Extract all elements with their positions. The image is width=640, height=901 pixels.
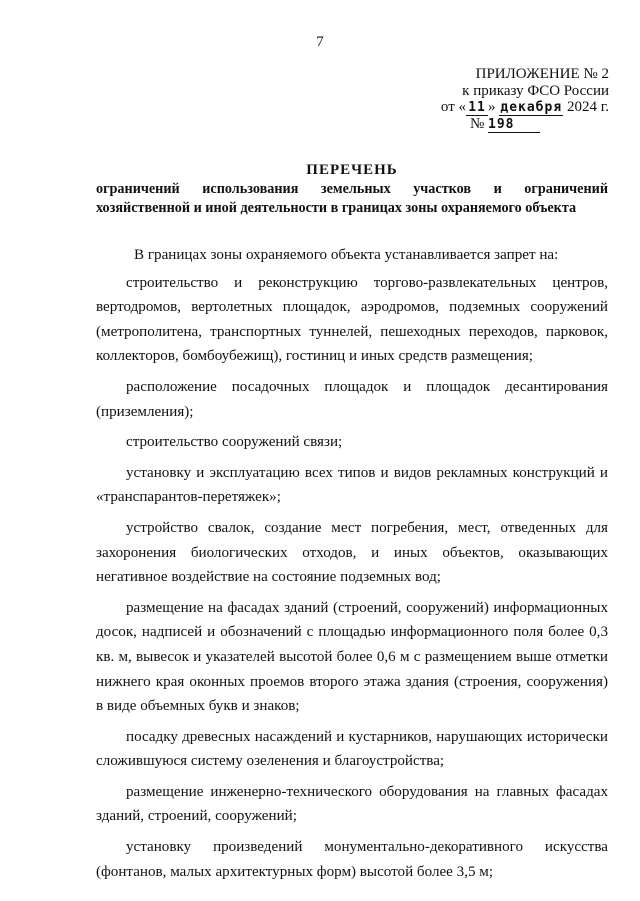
restriction-item-8: размещение инженерно-технического оборудования на главных фасадах зданий, строений, сооружений; [96, 783, 608, 825]
number-prefix: № [469, 116, 485, 132]
document-subtitle [96, 180, 608, 218]
page-number: 7 [316, 34, 324, 50]
intro-paragraph: В границах зоны охраняемого объекта устанавливается запрет на: [134, 247, 559, 263]
subtitle-line-1: ограничений использования земельных участков и ограничений [96, 181, 608, 197]
restriction-item-3: строительство сооружений связи; [126, 434, 343, 451]
restriction-item-7: посадку древесных насаждений и кустарников, нарушающих исторически сложившуюся систему озеленения и благоустройства; [96, 728, 608, 770]
appendix-title: ПРИЛОЖЕНИЕ № 2 [475, 66, 609, 82]
date-month: декабря [500, 100, 563, 115]
appendix-number [419, 116, 609, 133]
appendix-header [419, 66, 609, 133]
restriction-item-1: строительство и реконструкцию торгово-развлекательных центров, вертодромов, вертолетных площадок, аэродромов, подземных сооружений (метрополитена, транспортных туннелей, пешеходных переходов, парковок, коллекторов, бомбоубежищ), гостиниц и иных средств размещения; [96, 274, 608, 365]
date-day: 11 [466, 101, 488, 116]
date-year: 2024 г. [567, 99, 609, 115]
restriction-item-6: размещение на фасадах зданий (строений, сооружений) информационных досок, надписей и обозначений с площадью информационного поля более 0,3 кв. м, вывесок и указателей высотой более 0,6 м с размещением выше отметки нижнего края оконных проемов второго этажа здания (строения, сооружения) в виде объемных букв и знаков; [96, 599, 608, 715]
subtitle-line-2: хозяйственной и иной деятельности в границах зоны охраняемого объекта [96, 200, 577, 216]
restriction-item-9: установку произведений монументально-декоративного искусства (фонтанов, малых архитектурных форм) высотой более 3,5 м; [96, 839, 608, 880]
document-body [96, 243, 608, 890]
restriction-item-2: расположение посадочных площадок и площадок десантирования (приземления); [96, 378, 608, 420]
document-title: ПЕРЕЧЕНЬ [306, 162, 398, 178]
date-mid: » [488, 99, 496, 115]
appendix-date [419, 99, 609, 116]
restriction-item-5: устройство свалок, создание мест погребения, мест, отведенных для захоронения биологических отходов, и иных объектов, оказывающих негативное воздействие на состояние подземных вод; [96, 519, 608, 586]
order-number: 198 [488, 118, 540, 133]
date-prefix: от « [440, 99, 467, 115]
restriction-item-4: установку и эксплуатацию всех типов и видов рекламных конструкций и «транспарантов-перетяжек»; [96, 464, 608, 506]
appendix-order-reference: к приказу ФСО России [462, 82, 609, 99]
